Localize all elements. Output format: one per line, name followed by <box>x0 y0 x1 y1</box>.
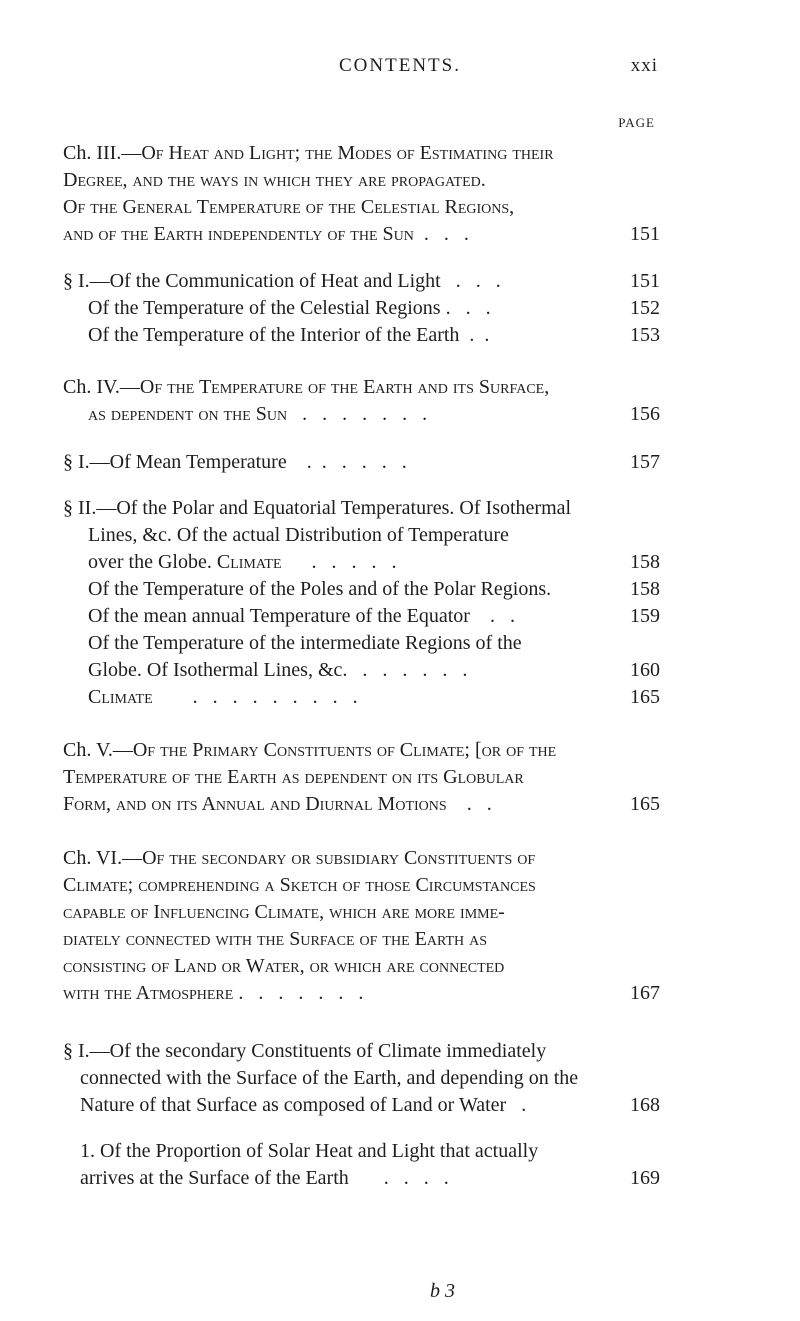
page-number: 158 <box>630 551 660 573</box>
chapter-heading-cont: and of the Earth independently of the Sun . . . <box>63 223 469 245</box>
page-number: 158 <box>630 578 660 600</box>
chapter-heading: Ch. IV.—Of the Temperature of the Earth and its Surface, <box>63 376 550 398</box>
page-number: 165 <box>630 686 660 708</box>
section-entry: § I.—Of the Communication of Heat and Light . . . <box>63 270 501 292</box>
page-number: 151 <box>630 223 660 245</box>
section-entry: § I.—Of Mean Temperature . . . . . . <box>63 451 407 473</box>
section-entry-cont: Lines, &c. Of the actual Distribution of Temperature <box>88 524 509 546</box>
folio: xxi <box>630 55 658 76</box>
section-entry: Climate . . . . . . . . . <box>88 686 358 708</box>
chapter-heading: Ch. V.—Of the Primary Constituents of Climate; [or of the <box>63 739 557 761</box>
section-entry: Of the Temperature of the Interior of the Earth . . <box>88 324 490 346</box>
page-number: 165 <box>630 793 660 815</box>
chapter-heading-cont: consisting of Land or Water, or which are connected <box>63 955 505 977</box>
section-entry: 1. Of the Proportion of Solar Heat and Light that actually <box>80 1140 539 1162</box>
page-number: 160 <box>630 659 660 681</box>
page-number: 168 <box>630 1094 660 1116</box>
page-number: 156 <box>630 403 660 425</box>
chapter-heading-cont: diately connected with the Surface of the Earth as <box>63 928 488 950</box>
page-header <box>0 55 800 85</box>
section-entry: Of the mean annual Temperature of the Equator . . <box>88 605 515 627</box>
page-number: 152 <box>630 297 660 319</box>
page-column-label: PAGE <box>618 115 655 130</box>
page-number: 151 <box>630 270 660 292</box>
section-entry: Of the Temperature of the intermediate Regions of the <box>88 632 522 654</box>
section-entry-cont: Nature of that Surface as composed of Land or Water . <box>80 1094 527 1116</box>
section-entry: § II.—Of the Polar and Equatorial Temperatures. Of Isothermal <box>63 497 572 519</box>
section-entry-cont: Globe. Of Isothermal Lines, &c. . . . . . . <box>88 659 468 681</box>
chapter-heading: Ch. III.—Of Heat and Light; the Modes of Estimating their <box>63 142 554 164</box>
chapter-heading-cont: Form, and on its Annual and Diurnal Motions . . <box>63 793 492 815</box>
section-entry: Of the Temperature of the Poles and of the Polar Regions. <box>88 578 552 600</box>
chapter-heading-cont: Climate; comprehending a Sketch of those Circumstances <box>63 874 536 896</box>
chapter-heading-cont: as dependent on the Sun . . . . . . . <box>88 403 428 425</box>
section-entry-cont: over the Globe. Climate . . . . . <box>88 551 397 573</box>
page-number: 169 <box>630 1167 660 1189</box>
chapter-heading-cont: Of the General Temperature of the Celestial Regions, <box>63 196 515 218</box>
chapter-heading-cont: Temperature of the Earth as dependent on its Globular <box>63 766 524 788</box>
chapter-heading: Ch. VI.—Of the secondary or subsidiary Constituents of <box>63 847 536 869</box>
section-entry: Of the Temperature of the Celestial Regions . . . <box>88 297 491 319</box>
section-entry-cont: connected with the Surface of the Earth, and depending on the <box>80 1067 579 1089</box>
section-entry: § I.—Of the secondary Constituents of Climate immediately <box>63 1040 547 1062</box>
signature-mark: b 3 <box>430 1280 455 1302</box>
section-entry-cont: arrives at the Surface of the Earth . . . . <box>80 1167 449 1189</box>
chapter-heading-cont: capable of Influencing Climate, which are more imme- <box>63 901 505 923</box>
chapter-heading-cont: Degree, and the ways in which they are propagated. <box>63 169 486 191</box>
page-number: 157 <box>630 451 660 473</box>
page-number: 159 <box>630 605 660 627</box>
page-number: 153 <box>630 324 660 346</box>
chapter-heading-cont: with the Atmosphere . . . . . . . <box>63 982 364 1004</box>
page-number: 167 <box>630 982 660 1004</box>
running-title: CONTENTS. <box>339 55 461 76</box>
